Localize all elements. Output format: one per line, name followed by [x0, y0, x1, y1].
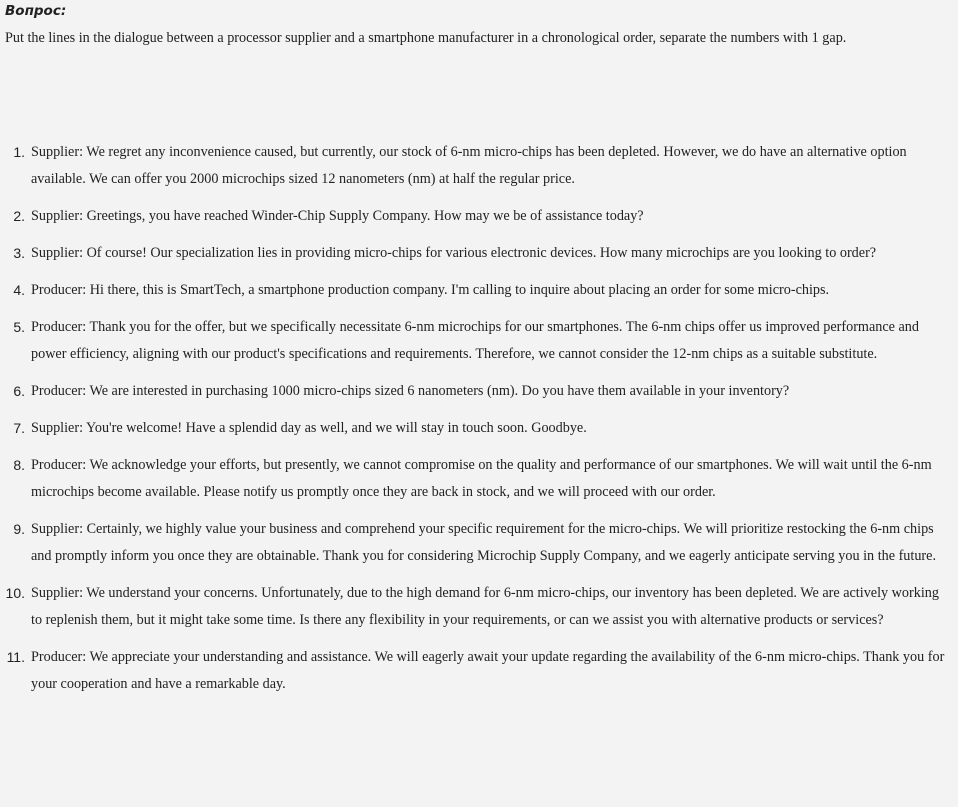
dialogue-lines-list: [0, 139, 958, 708]
question-label: Вопрос:: [5, 3, 67, 19]
list-item: [0, 314, 958, 368]
list-item: [0, 415, 958, 442]
list-item: [0, 203, 958, 230]
list-item: [0, 139, 958, 193]
line-number: 3.: [13, 245, 25, 261]
line-text: Supplier: We understand your concerns. Unfortunately, due to the high demand for 6-nm micro-chips, our inventory has been depleted. We are actively working to replenish them, but it might take some time. Is there any flexibility in your requirements, or can we assist you with alternative products or services?: [31, 585, 939, 628]
line-text: Producer: We appreciate your understanding and assistance. We will eagerly await your update regarding the availability of the 6-nm micro-chips. Thank you for your cooperation and have a remarkable day.: [31, 649, 945, 692]
line-text: Producer: Hi there, this is SmartTech, a smartphone production company. I'm calling to inquire about placing an order for some micro-chips.: [31, 282, 830, 298]
line-text: Producer: Thank you for the offer, but we specifically necessitate 6-nm microchips for our smartphones. The 6-nm chips offer us improved performance and power efficiency, aligning with our product's specifications and requirements. Therefore, we cannot consider the 12-nm chips as a suitable substitute.: [31, 319, 919, 362]
line-number: 9.: [13, 521, 25, 537]
list-item: [0, 378, 958, 405]
line-text: Producer: We are interested in purchasing 1000 micro-chips sized 6 nanometers (nm). Do you have them available in your inventory?: [31, 383, 790, 399]
line-text: Supplier: Of course! Our specialization lies in providing micro-chips for various electronic devices. How many microchips are you looking to order?: [31, 245, 877, 261]
line-number: 5.: [13, 319, 25, 335]
list-item: [0, 452, 958, 506]
list-item: [0, 516, 958, 570]
list-item: [0, 644, 958, 698]
line-text: Supplier: We regret any inconvenience caused, but currently, our stock of 6-nm micro-chips has been depleted. However, we do have an alternative option available. We can offer you 2000 microchips sized 12 nanometers (nm) at half the regular price.: [31, 144, 907, 187]
line-text: Supplier: Greetings, you have reached Winder-Chip Supply Company. How may we be of assistance today?: [31, 208, 644, 224]
line-number: 1.: [13, 144, 25, 160]
line-number: 10.: [5, 585, 25, 601]
list-item: [0, 277, 958, 304]
line-text: Supplier: You're welcome! Have a splendid day as well, and we will stay in touch soon. Goodbye.: [31, 420, 587, 436]
line-number: 2.: [13, 208, 25, 224]
line-number: 4.: [13, 282, 25, 298]
line-number: 11.: [6, 649, 25, 665]
line-text: Supplier: Certainly, we highly value your business and comprehend your specific requirement for the micro-chips. We will prioritize restocking the 6-nm chips and promptly inform you once they are obtainable. Thank you for considering Microchip Supply Company, and we eagerly anticipate serving you in the future.: [31, 521, 936, 564]
line-number: 7.: [13, 420, 25, 436]
list-item: [0, 240, 958, 267]
line-text: Producer: We acknowledge your efforts, but presently, we cannot compromise on the quality and performance of our smartphones. We will wait until the 6-nm microchips become available. Please notify us promptly once they are back in stock, and we will proceed with our order.: [31, 457, 932, 500]
line-number: 6.: [13, 383, 25, 399]
question-prompt: Put the lines in the dialogue between a processor supplier and a smartphone manufacturer in a chronological order, separate the numbers with 1 gap.: [5, 30, 847, 46]
list-item: [0, 580, 958, 634]
line-number: 8.: [13, 457, 25, 473]
